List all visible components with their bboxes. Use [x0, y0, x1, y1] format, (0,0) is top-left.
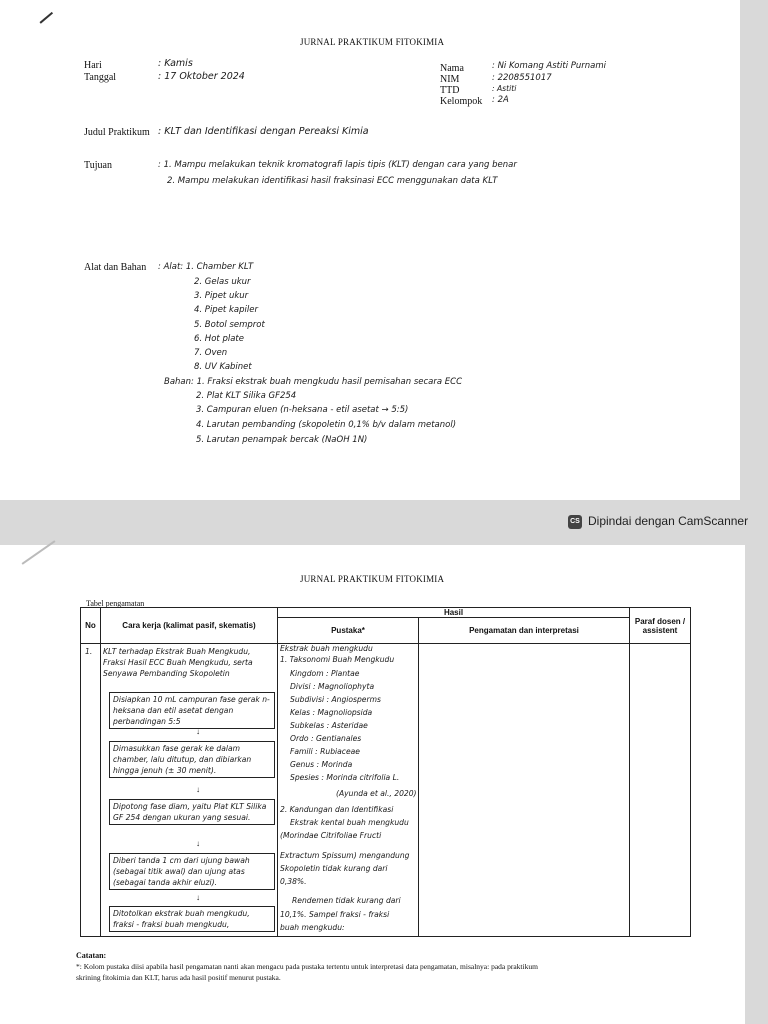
bahan-item: 5. Larutan penampak bercak (NaOH 1N)	[196, 435, 368, 445]
judul-label: Judul Praktikum	[84, 127, 150, 138]
scan-mark	[22, 540, 56, 564]
no-cell	[81, 644, 101, 937]
cara-kerja-cell	[101, 644, 278, 937]
pengamatan-cell	[419, 644, 630, 937]
arrow-down-icon: ↓	[196, 839, 200, 848]
camscanner-logo-icon: CS	[568, 515, 582, 529]
pengamatan-header: Pengamatan dan interpretasi	[419, 618, 630, 644]
tujuan-line-2: 2. Mampu melakukan identifikasi hasil fraksinasi ECC menggunakan data KLT	[167, 176, 498, 186]
pustaka-line: (Morindae Citrifoliae Fructi	[280, 831, 382, 840]
pustaka-line: buah mengkudu:	[280, 923, 345, 932]
pustaka-line: Kelas : Magnoliopsida	[290, 708, 373, 717]
hari-value: : Kamis	[158, 58, 193, 69]
ttd-signature: : Astiti	[492, 84, 517, 93]
pustaka-line: Skopoletin tidak kurang dari	[280, 864, 388, 873]
nim-label: NIM	[440, 74, 460, 85]
tanggal-value: : 17 Oktober 2024	[158, 71, 245, 82]
alat-item: 7. Oven	[194, 348, 228, 358]
pustaka-citation: (Ayunda et al., 2020)	[336, 789, 417, 798]
cara-kerja-header: Cara kerja (kalimat pasif, skematis)	[101, 608, 278, 644]
journal-page-1	[0, 0, 740, 500]
pustaka-line: Extractum Spissum) mengandung	[280, 851, 410, 860]
alat-item: : Alat: 1. Chamber KLT	[158, 262, 254, 272]
pustaka-line: Ekstrak buah mengkudu	[280, 644, 373, 653]
hari-label: Hari	[84, 60, 102, 71]
alat-item: 8. UV Kabinet	[194, 362, 252, 372]
alat-bahan-label: Alat dan Bahan	[84, 262, 147, 273]
procedure-step: Disiapkan 10 mL campuran fase gerak n-heksana dan etil asetat dengan perbandingan 5:5	[109, 692, 275, 729]
journal-page-2	[0, 545, 745, 1024]
page-title: JURNAL PRAKTIKUM FITOKIMIA	[300, 574, 445, 584]
alat-item: 6. Hot plate	[194, 334, 244, 344]
bahan-item: 4. Larutan pembanding (skopoletin 0,1% b/v dalam metanol)	[196, 420, 457, 430]
bahan-item: 2. Plat KLT Silika GF254	[196, 391, 297, 401]
hasil-header: Hasil	[278, 608, 630, 618]
pustaka-line: 10,1%. Sampel fraksi - fraksi	[280, 910, 390, 919]
nama-value: : Ni Komang Astiti Purnami	[492, 61, 607, 71]
bahan-item: 3. Campuran eluen (n-heksana - etil asetat → 5:5)	[196, 405, 409, 415]
pustaka-line: 1. Taksonomi Buah Mengkudu	[280, 655, 395, 664]
pustaka-cell	[278, 644, 419, 937]
tanggal-label: Tanggal	[84, 72, 117, 83]
pustaka-line: Subkelas : Asteridae	[290, 721, 368, 730]
pustaka-line: Genus : Morinda	[290, 760, 353, 769]
table-caption: Tabel pengamatan	[86, 599, 145, 608]
alat-item: 3. Pipet ukur	[194, 291, 249, 301]
pustaka-line: Divisi : Magnoliophyta	[290, 682, 375, 691]
pustaka-line: Ekstrak kental buah mengkudu	[290, 818, 409, 827]
arrow-down-icon: ↓	[196, 727, 200, 736]
judul-value: : KLT dan Identifikasi dengan Pereaksi Kimia	[158, 126, 369, 137]
catatan-text: *: Kolom pustaka diisi apabila hasil pengamatan nanti akan mengacu pada pustaka tertentu untuk interpretasi data pengamatan, misalnya: pada praktikum	[76, 962, 538, 971]
nim-value: : 2208551017	[492, 73, 552, 83]
row-number: 1.	[85, 647, 93, 656]
arrow-down-icon: ↓	[196, 893, 200, 902]
camscanner-watermark	[560, 510, 768, 534]
camscanner-label: Dipindai dengan CamScanner	[588, 514, 749, 528]
nama-label: Nama	[440, 63, 464, 74]
header-row	[81, 608, 691, 618]
alat-item: 5. Botol semprot	[194, 320, 265, 330]
kelompok-label: Kelompok	[440, 96, 483, 107]
pustaka-line: 2. Kandungan dan Identifikasi	[280, 805, 394, 814]
paraf-header: Paraf dosen / assistent	[630, 608, 691, 644]
pustaka-line: Rendemen tidak kurang dari	[292, 896, 401, 905]
paraf-cell	[630, 644, 691, 937]
pustaka-line: Spesies : Morinda citrifolia L.	[290, 773, 400, 782]
pustaka-line: Subdivisi : Angiosperms	[290, 695, 381, 704]
pustaka-line: Kingdom : Plantae	[290, 669, 360, 678]
catatan-label: Catatan:	[76, 951, 107, 960]
scan-mark	[40, 12, 53, 23]
alat-item: 4. Pipet kapiler	[194, 305, 258, 315]
no-header: No	[81, 608, 101, 644]
bahan-item: Bahan: 1. Fraksi ekstrak buah mengkudu hasil pemisahan secara ECC	[164, 377, 463, 387]
pustaka-line: Famili : Rubiaceae	[290, 747, 360, 756]
table-row	[81, 644, 691, 937]
tujuan-label: Tujuan	[84, 160, 112, 171]
page-title: JURNAL PRAKTIKUM FITOKIMIA	[300, 37, 445, 47]
arrow-down-icon: ↓	[196, 785, 200, 794]
procedure-step: Ditotolkan ekstrak buah mengkudu, fraksi - fraksi buah mengkudu,	[109, 906, 275, 932]
tujuan-line-1: : 1. Mampu melakukan teknik kromatografi lapis tipis (KLT) dengan cara yang benar	[158, 160, 517, 170]
kelompok-value: : 2A	[492, 95, 509, 105]
procedure-step: Dimasukkan fase gerak ke dalam chamber, lalu ditutup, dan dibiarkan hingga jenuh (± 30 menit).	[109, 741, 275, 778]
procedure-step: Diberi tanda 1 cm dari ujung bawah (sebagai titik awal) dan ujung atas (sebagai tanda akhir eluzi).	[109, 853, 275, 890]
procedure-step: Dipotong fase diam, yaitu Plat KLT Silika GF 254 dengan ukuran yang sesuai.	[109, 799, 275, 825]
pustaka-line: 0,38%.	[280, 877, 307, 886]
pustaka-line: Ordo : Gentianales	[290, 734, 362, 743]
pustaka-header: Pustaka*	[278, 618, 419, 644]
observation-table	[80, 607, 691, 937]
procedure-intro: KLT terhadap Ekstrak Buah Mengkudu, Fraksi Hasil ECC Buah Mengkudu, serta Senyawa Pembanding Skopoletin	[103, 647, 253, 678]
alat-item: 2. Gelas ukur	[194, 277, 251, 287]
catatan-text: skrining fitokimia dan KLT, harus ada hasil positif menurut pustaka.	[76, 973, 281, 982]
ttd-label: TTD	[440, 85, 460, 96]
